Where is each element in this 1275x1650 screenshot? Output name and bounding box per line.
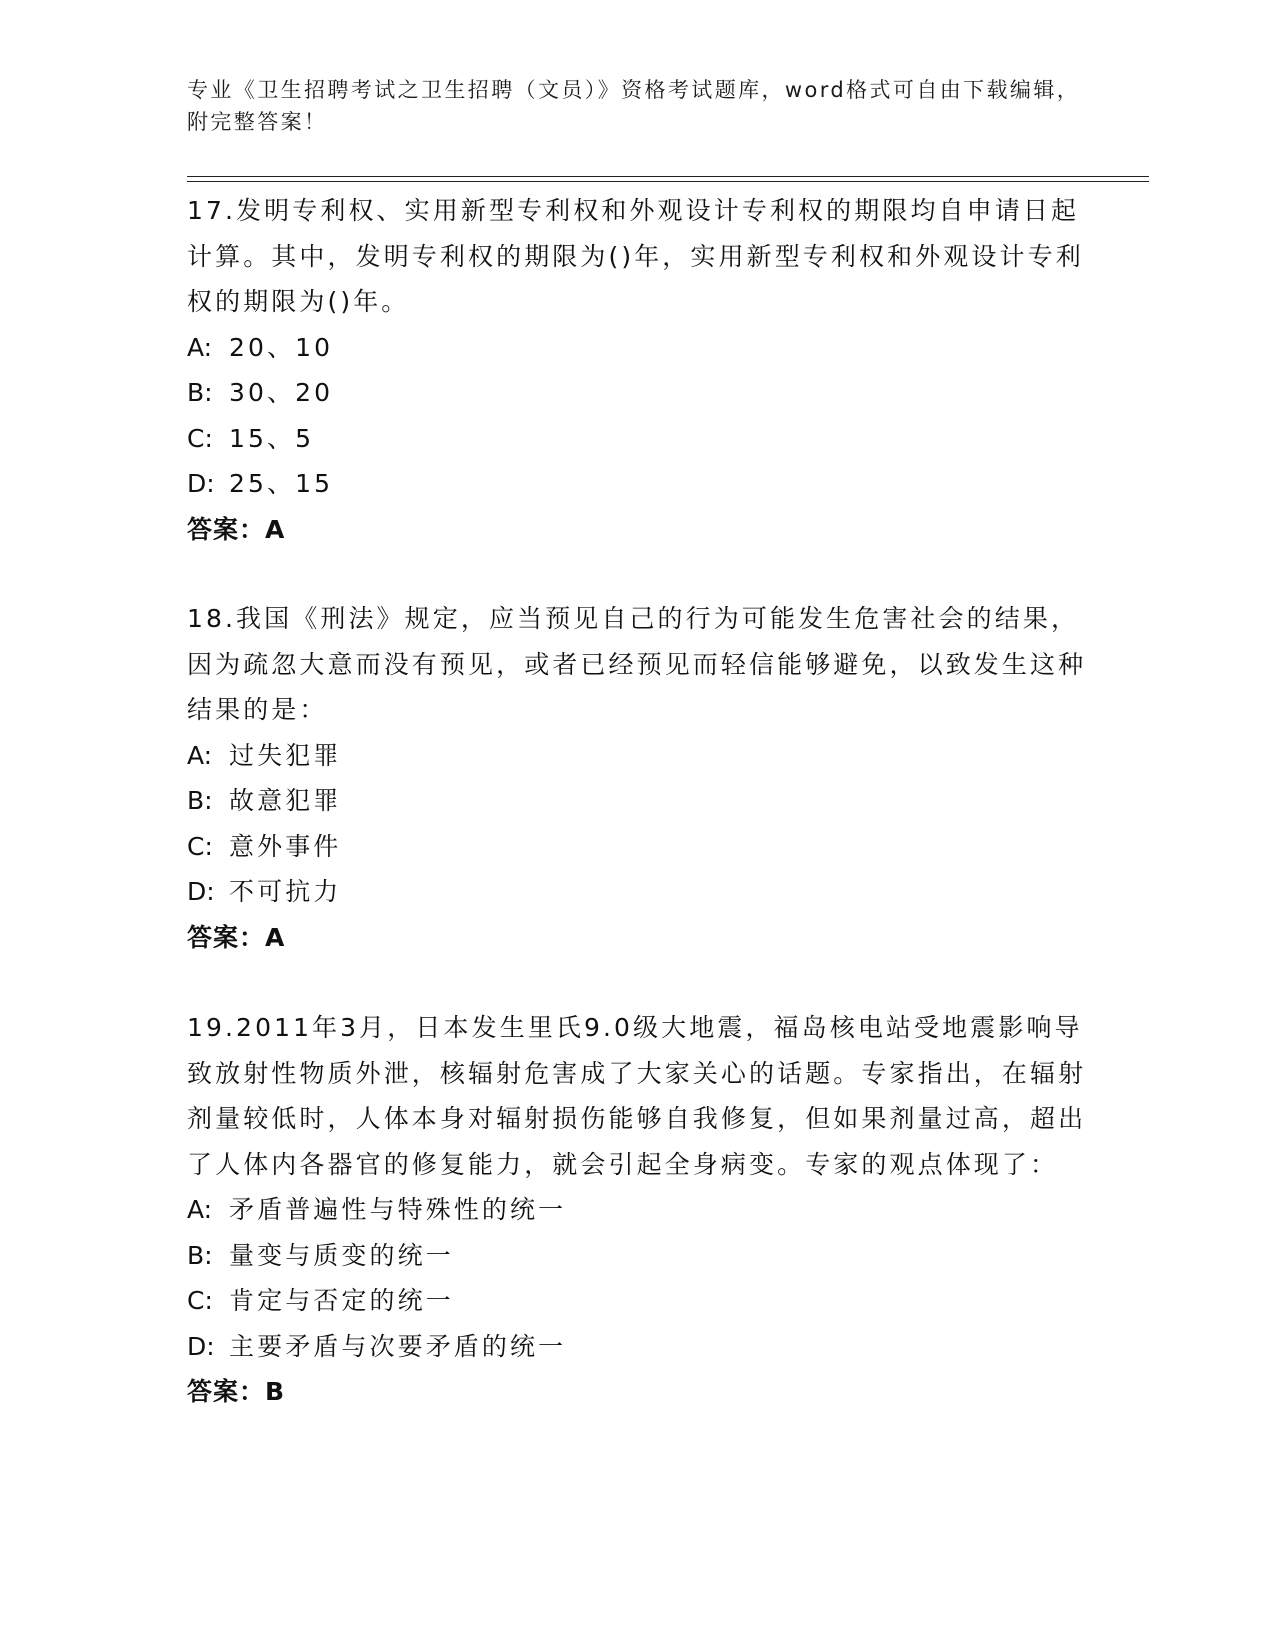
option-text: 肯定与否定的统一	[229, 1286, 454, 1315]
option-text: 矛盾普遍性与特殊性的统一	[229, 1195, 567, 1224]
option-text: 主要矛盾与次要矛盾的统一	[229, 1331, 567, 1361]
option-key: B:	[187, 1240, 213, 1270]
option-text: 15、5	[229, 423, 315, 453]
option-key: D:	[187, 1331, 215, 1361]
question-stem: 19.2011年3月，日本发生里氏9.0级大地震，福岛核电站受地震影响导致放射性物质外泄，核辐射危害成了大家关心的话题。专家指出，在辐射剂量较低时，人体本身对辐射损伤能够自我修复，但如果剂量过高，超出了人体内各器官的修复能力，就会引起全身病变。专家的观点体现了：	[187, 1013, 1087, 1179]
header-divider-bottom	[187, 181, 1149, 182]
option-b	[187, 1233, 1087, 1279]
document-header: 专业《卫生招聘考试之卫生招聘（文员）》资格考试题库，word格式可自由下载编辑，附完整答案！	[187, 78, 1081, 134]
option-c	[187, 824, 1087, 870]
option-text: 25、15	[229, 469, 334, 498]
answer: 答案：A	[187, 922, 286, 952]
option-key: B:	[187, 786, 213, 815]
question-18	[187, 596, 1087, 960]
option-text: 30、20	[229, 378, 334, 407]
option-a	[187, 1187, 1087, 1233]
option-key: C:	[187, 1286, 213, 1315]
option-key: A:	[187, 332, 213, 362]
option-d	[187, 461, 1087, 507]
header-divider-top	[187, 176, 1149, 177]
answer: 答案：B	[187, 1377, 286, 1406]
option-key: D:	[187, 469, 215, 498]
option-text: 过失犯罪	[229, 740, 342, 770]
question-19	[187, 1005, 1087, 1415]
question-17	[187, 188, 1087, 552]
option-text: 故意犯罪	[229, 786, 342, 815]
question-stem: 17.发明专利权、实用新型专利权和外观设计专利权的期限均自申请日起计算。其中，发明专利权的期限为()年，实用新型专利权和外观设计专利权的期限为()年。	[187, 196, 1084, 316]
answer: 答案：A	[187, 514, 286, 544]
option-d	[187, 869, 1087, 915]
option-c	[187, 416, 1087, 462]
option-a	[187, 733, 1087, 779]
option-key: C:	[187, 423, 213, 453]
option-text: 意外事件	[229, 831, 342, 861]
option-a	[187, 325, 1087, 371]
option-key: B:	[187, 378, 213, 407]
question-stem: 18.我国《刑法》规定，应当预见自己的行为可能发生危害社会的结果，因为疏忽大意而没有预见，或者已经预见而轻信能够避免，以致发生这种结果的是：	[187, 604, 1087, 724]
option-key: D:	[187, 877, 215, 906]
option-key: A:	[187, 740, 213, 770]
option-text: 量变与质变的统一	[229, 1240, 454, 1270]
option-key: C:	[187, 831, 213, 861]
option-key: A:	[187, 1195, 213, 1224]
option-c	[187, 1278, 1087, 1324]
option-text: 20、10	[229, 332, 334, 362]
option-b	[187, 778, 1087, 824]
option-d	[187, 1324, 1087, 1370]
option-text: 不可抗力	[229, 877, 342, 906]
option-b	[187, 370, 1087, 416]
